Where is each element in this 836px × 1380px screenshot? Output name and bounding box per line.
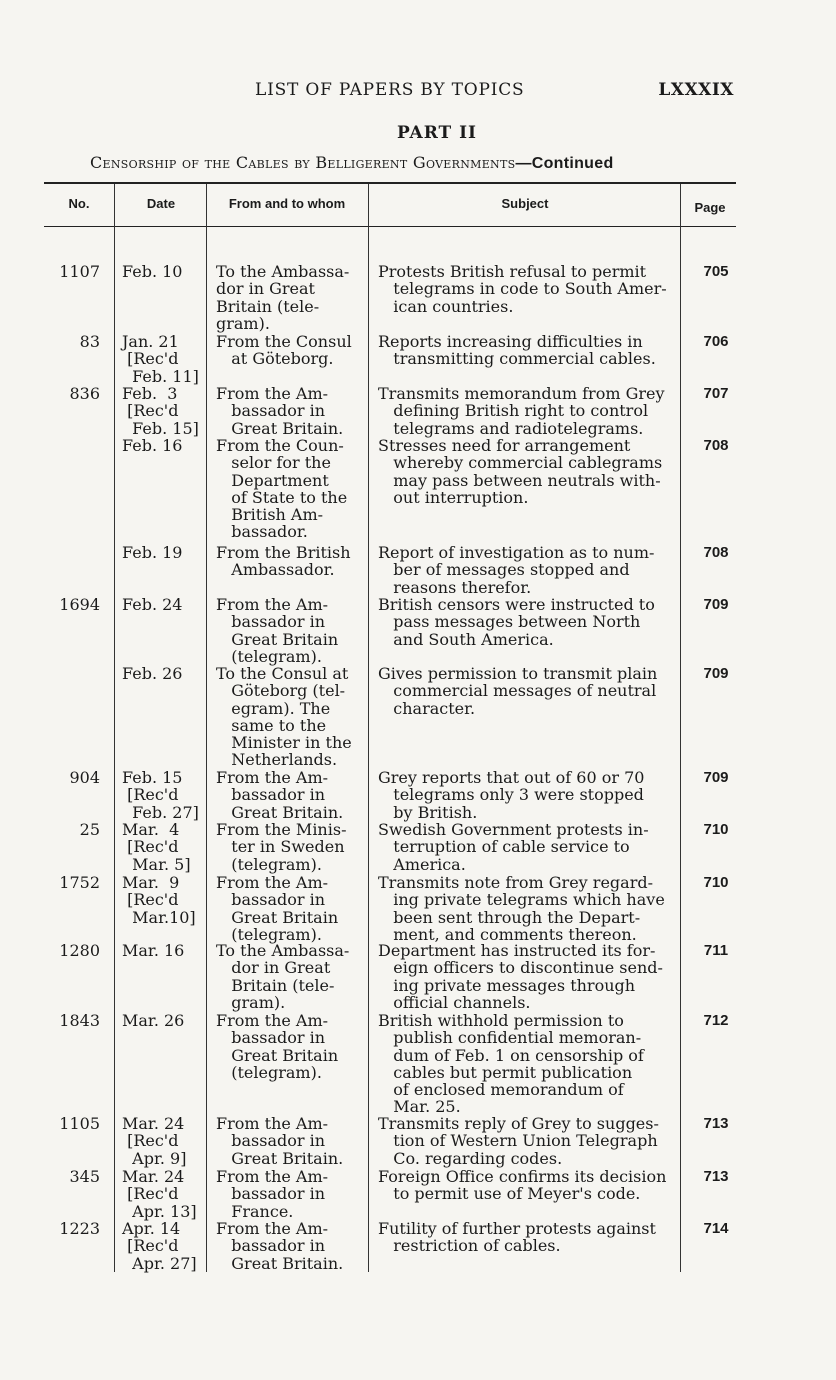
paper-from: From the British Ambassador. (216, 543, 351, 580)
paper-from: From the Am- bassador in France. (216, 1167, 329, 1221)
paper-subject: Stresses need for arrangement whereby commercial cablegrams may pass between neutrals with- out interruption. (378, 436, 663, 507)
column-divider (114, 184, 115, 226)
running-head (0, 80, 836, 104)
paper-from: From the Am- bassador in Great Britain. (216, 1114, 344, 1168)
column-header-from: From and to whom (228, 196, 346, 211)
paper-date: Mar. 26 (122, 1011, 185, 1030)
paper-number: 1694 (59, 595, 100, 614)
paper-number: 345 (69, 1167, 100, 1186)
column-divider (206, 226, 207, 1272)
column-divider (680, 226, 681, 1272)
paper-page: 706 (703, 333, 729, 350)
paper-subject: Futility of further protests against restriction of cables. (378, 1219, 656, 1256)
paper-from: From the Coun- selor for the Department of State to the British Am- bassador. (216, 436, 348, 542)
paper-number: 1280 (59, 941, 100, 960)
paper-subject: Grey reports that out of 60 or 70 telegrams only 3 were stopped by British. (378, 768, 645, 822)
paper-page: 705 (703, 263, 729, 280)
paper-from: To the Consul at Göteborg (tel- egram). The same to the Minister in the Netherlands. (216, 664, 352, 770)
paper-from: From the Am- bassador in Great Britain. (216, 768, 344, 822)
paper-subject: Transmits note from Grey regard- ing private telegrams which have been sent through the Depart- ment, and comments thereon. (378, 873, 665, 944)
paper-page: 714 (703, 1220, 729, 1237)
paper-subject: British censors were instructed to pass messages between North and South America. (378, 595, 655, 649)
running-title: LIST OF PAPERS BY TOPICS (255, 80, 525, 100)
page-folio: LXXXIX (658, 80, 734, 100)
paper-date: Feb. 16 (122, 436, 183, 455)
paper-page: 711 (703, 942, 729, 959)
paper-date: Feb. 15 [Rec'd Feb. 27] (122, 768, 199, 822)
paper-date: Feb. 19 (122, 543, 183, 562)
paper-subject: British withhold permission to publish confidential memoran- dum of Feb. 1 on censorship of cables but permit publication of enclosed memorandum of Mar. 25. (378, 1011, 644, 1117)
paper-from: From the Minis- ter in Sweden (telegram). (216, 820, 347, 874)
paper-date: Mar. 24 [Rec'd Apr. 9] (122, 1114, 187, 1168)
column-header-date: Date (146, 196, 176, 211)
paper-page: 713 (703, 1168, 729, 1185)
part-title: PART II (396, 123, 478, 143)
paper-page: 710 (703, 821, 729, 838)
column-header-subject: Subject (501, 196, 549, 211)
paper-page: 708 (703, 544, 729, 561)
paper-date: Mar. 24 [Rec'd Apr. 13] (122, 1167, 197, 1221)
paper-date: Jan. 21 [Rec'd Feb. 11] (122, 332, 199, 386)
paper-page: 712 (703, 1012, 729, 1029)
paper-subject: Protests British refusal to permit telegrams in code to South Amer- ican countries. (378, 262, 667, 316)
paper-subject: Report of investigation as to num- ber of messages stopped and reasons therefor. (378, 543, 655, 597)
paper-date: Feb. 3 [Rec'd Feb. 15] (122, 384, 199, 438)
paper-subject: Swedish Government protests in- terruption of cable service to America. (378, 820, 649, 874)
paper-from: To the Ambassa- dor in Great Britain (tele- gram). (216, 941, 350, 1012)
paper-number: 25 (79, 820, 100, 839)
paper-page: 709 (703, 596, 729, 613)
paper-from: From the Am- bassador in Great Britain (telegram). (216, 1011, 339, 1082)
paper-page: 709 (703, 769, 729, 786)
paper-from: To the Ambassa- dor in Great Britain (tele- gram). (216, 262, 350, 333)
column-divider (368, 226, 369, 1272)
paper-date: Feb. 10 (122, 262, 183, 281)
paper-date: Feb. 26 (122, 664, 183, 683)
section-title-text: Censorship of the Cables by Belligerent Governments (90, 153, 516, 172)
paper-date: Apr. 14 [Rec'd Apr. 27] (122, 1219, 197, 1273)
paper-subject: Transmits reply of Grey to sugges- tion of Western Union Telegraph Co. regarding codes. (378, 1114, 659, 1168)
paper-number: 1752 (59, 873, 100, 892)
paper-from: From the Am- bassador in Great Britain (telegram). (216, 873, 339, 944)
paper-subject: Gives permission to transmit plain commercial messages of neutral character. (378, 664, 658, 718)
column-divider (368, 184, 369, 226)
paper-page: 708 (703, 437, 729, 454)
table-top-rule (44, 182, 736, 184)
paper-from: From the Am- bassador in Great Britain (telegram). (216, 595, 339, 666)
section-title (90, 153, 690, 173)
paper-date: Mar. 9 [Rec'd Mar.10] (122, 873, 196, 927)
paper-number: 1843 (59, 1011, 100, 1030)
paper-from: From the Consul at Göteborg. (216, 332, 352, 369)
column-divider (680, 184, 681, 226)
paper-subject: Transmits memorandum from Grey defining British right to control telegrams and radiotelegrams. (378, 384, 665, 438)
section-continued: —Continued (515, 155, 614, 172)
paper-from: From the Am- bassador in Great Britain. (216, 384, 344, 438)
paper-date: Mar. 4 [Rec'd Mar. 5] (122, 820, 191, 874)
header-bottom-rule (44, 226, 736, 227)
paper-number: 1223 (59, 1219, 100, 1238)
paper-page: 709 (703, 665, 729, 682)
paper-page: 707 (703, 385, 729, 402)
paper-number: 836 (69, 384, 100, 403)
column-divider (206, 184, 207, 226)
paper-date: Mar. 16 (122, 941, 185, 960)
column-header-no: No. (68, 196, 90, 211)
paper-number: 904 (69, 768, 100, 787)
paper-number: 1107 (59, 262, 100, 281)
paper-date: Feb. 24 (122, 595, 183, 614)
paper-page: 710 (703, 874, 729, 891)
column-divider (114, 226, 115, 1272)
paper-subject: Reports increasing difficulties in transmitting commercial cables. (378, 332, 656, 369)
paper-subject: Foreign Office confirms its decision to permit use of Meyer's code. (378, 1167, 667, 1204)
paper-number: 83 (79, 332, 100, 351)
paper-page: 713 (703, 1115, 729, 1132)
paper-subject: Department has instructed its for- eign officers to discontinue send- ing private messages through official channels. (378, 941, 663, 1012)
paper-from: From the Am- bassador in Great Britain. (216, 1219, 344, 1273)
column-header-page: Page (694, 200, 726, 215)
paper-number: 1105 (59, 1114, 100, 1133)
